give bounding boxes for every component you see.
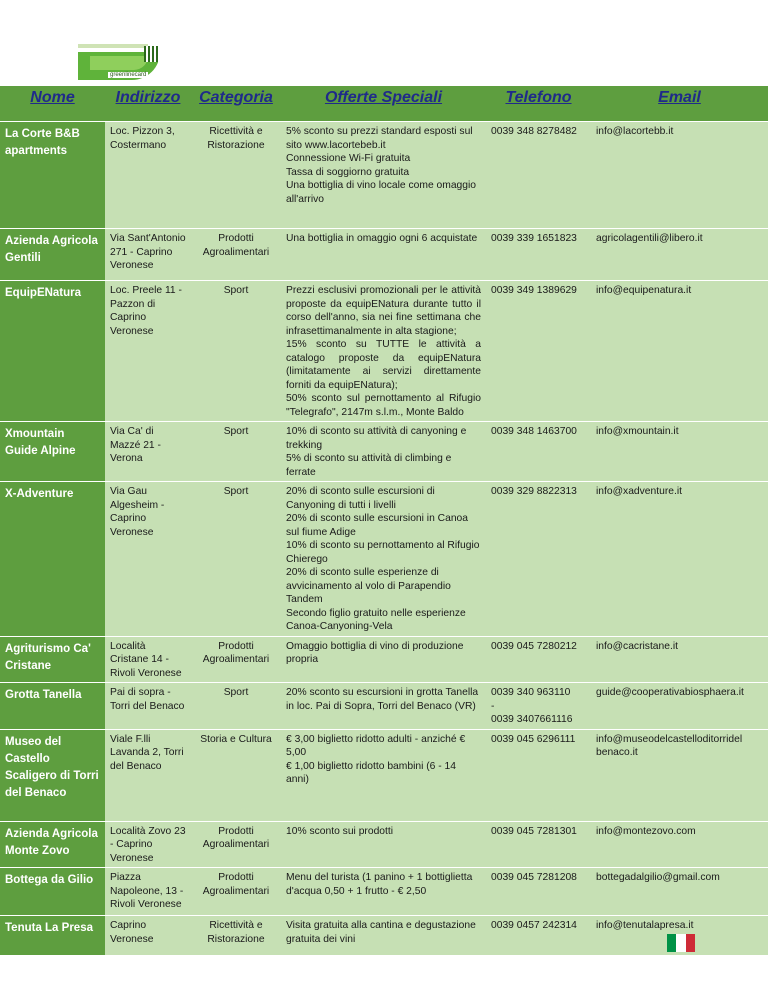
header-telefono: Telefono: [486, 86, 591, 122]
table-row: [0, 229, 768, 281]
row-category: Prodotti Agroalimentari: [191, 868, 281, 916]
row-address: Loc. Preele 11 - Pazzon di Caprino Veronese: [105, 281, 191, 422]
row-offers: € 3,00 biglietto ridotto adulti - anziché € 5,00 € 1,00 biglietto ridotto bambini (6 - 14 anni): [281, 729, 486, 821]
row-address: Via Gau Algesheim - Caprino Veronese: [105, 482, 191, 637]
row-offers: Menu del turista (1 panino + 1 bottiglietta d'acqua 0,50 + 1 frutto - € 2,50: [281, 868, 486, 916]
row-address: Località Cristane 14 - Rivoli Veronese: [105, 636, 191, 683]
row-address: Via Sant'Antonio 271 - Caprino Veronese: [105, 229, 191, 281]
row-category: Prodotti Agroalimentari: [191, 229, 281, 281]
row-phone[interactable]: 0039 349 1389629: [486, 281, 591, 422]
row-category: Storia e Cultura: [191, 729, 281, 821]
row-category: Sport: [191, 281, 281, 422]
table-row: [0, 683, 768, 730]
row-phone[interactable]: 0039 045 6296111: [486, 729, 591, 821]
flag-green: [667, 934, 676, 952]
row-address: Loc. Pizzon 3, Costermano: [105, 122, 191, 229]
row-offers: 20% sconto su escursioni in grotta Tanella in loc. Pai di Sopra, Torri del Benaco (VR): [281, 683, 486, 730]
row-name: Tenuta La Presa: [0, 916, 105, 956]
row-category: Prodotti Agroalimentari: [191, 821, 281, 868]
row-email[interactable]: info@equipenatura.it: [591, 281, 768, 422]
row-phone[interactable]: 0039 340 963110 - 0039 3407661116: [486, 683, 591, 730]
offers-table: [0, 86, 768, 956]
row-email[interactable]: info@museodelcastelloditorridel benaco.it: [591, 729, 768, 821]
row-name: X-Adventure: [0, 482, 105, 637]
row-name: Xmountain Guide Alpine: [0, 422, 105, 482]
row-email[interactable]: info@xadventure.it: [591, 482, 768, 637]
row-category: Sport: [191, 422, 281, 482]
row-email[interactable]: info@xmountain.it: [591, 422, 768, 482]
italian-flag-icon: [667, 934, 695, 952]
row-phone[interactable]: 0039 339 1651823: [486, 229, 591, 281]
row-name: Bottega da Gilio: [0, 868, 105, 916]
row-phone[interactable]: 0039 348 1463700: [486, 422, 591, 482]
row-email[interactable]: guide@cooperativabiosphaera.it: [591, 683, 768, 730]
row-category: Prodotti Agroalimentari: [191, 636, 281, 683]
header-categoria: Categoria: [191, 86, 281, 122]
row-email[interactable]: agricolagentili@libero.it: [591, 229, 768, 281]
row-email[interactable]: bottegadalgilio@gmail.com: [591, 868, 768, 916]
row-phone[interactable]: 0039 045 7280212: [486, 636, 591, 683]
row-category: Sport: [191, 683, 281, 730]
row-name: Azienda Agricola Monte Zovo: [0, 821, 105, 868]
row-phone[interactable]: 0039 348 8278482: [486, 122, 591, 229]
row-address: Caprino Veronese: [105, 916, 191, 956]
qr-code-icon: [144, 46, 160, 62]
row-address: Località Zovo 23 - Caprino Veronese: [105, 821, 191, 868]
table-row: [0, 122, 768, 229]
row-name: Azienda Agricola Gentili: [0, 229, 105, 281]
row-name: Grotta Tanella: [0, 683, 105, 730]
row-offers: 10% di sconto su attività di canyoning e trekking 5% di sconto su attività di climbing e ferrate: [281, 422, 486, 482]
row-email[interactable]: info@tenutalapresa.it: [591, 916, 768, 956]
table-row: [0, 636, 768, 683]
header-nome: Nome: [0, 86, 105, 122]
row-offers: 5% sconto su prezzi standard esposti sul sito www.lacortebeb.it Connessione Wi-Fi gratuita Tassa di soggiorno gratuita Una bottiglia di vino locale come omaggio all'arrivo: [281, 122, 486, 229]
row-address: Piazza Napoleone, 13 - Rivoli Veronese: [105, 868, 191, 916]
row-offers: Prezzi esclusivi promozionali per le attività proposte da equipENatura durante tutto il corso dell'anno, sia nei fine settimana che infrasettimanalmente in alta stagione; 15% sconto su TUTTE le attività a catalogo proposte da equipENatura (limitatamente ai servizi direttamente forniti da equipENatura); 50% sconto sul pernottamento al Rifugio "Telegrafo", 2147m s.l.m., Monte Baldo: [281, 281, 486, 422]
row-name: Agriturismo Ca' Cristane: [0, 636, 105, 683]
row-phone[interactable]: 0039 045 7281301: [486, 821, 591, 868]
row-name: Museo del Castello Scaligero di Torri del Benaco: [0, 729, 105, 821]
row-category: Ricettività e Ristorazione: [191, 916, 281, 956]
row-address: Viale F.lli Lavanda 2, Torri del Benaco: [105, 729, 191, 821]
row-offers: 20% di sconto sulle escursioni di Canyoning di tutti i livelli 20% di sconto sulle escursioni in Canoa sul fiume Adige 10% di sconto su pernottamento al Rifugio Chierego 20% di sconto sulle esperienze di avvicinamento al volo di Parapendio Tandem Secondo figlio gratuito nelle esperienze Canoa-Canyoning-Vela: [281, 482, 486, 637]
row-category: Sport: [191, 482, 281, 637]
table-row: [0, 482, 768, 637]
row-email[interactable]: info@lacortebb.it: [591, 122, 768, 229]
flag-white: [676, 934, 685, 952]
row-category: Ricettività e Ristorazione: [191, 122, 281, 229]
flag-red: [686, 934, 695, 952]
table-row: [0, 821, 768, 868]
row-name: La Corte B&B apartments: [0, 122, 105, 229]
table-row: [0, 916, 768, 956]
row-offers: Una bottiglia in omaggio ogni 6 acquistate: [281, 229, 486, 281]
row-email[interactable]: info@montezovo.com: [591, 821, 768, 868]
row-phone[interactable]: 0039 329 8822313: [486, 482, 591, 637]
header-indirizzo: Indirizzo: [105, 86, 191, 122]
table-row: [0, 868, 768, 916]
row-phone[interactable]: 0039 0457 242314: [486, 916, 591, 956]
table-row: [0, 729, 768, 821]
row-email[interactable]: info@cacristane.it: [591, 636, 768, 683]
table-row: [0, 281, 768, 422]
row-phone[interactable]: 0039 045 7281208: [486, 868, 591, 916]
row-address: Via Ca' di Mazzé 21 - Verona: [105, 422, 191, 482]
header-offerte: Offerte Speciali: [281, 86, 486, 122]
table-row: [0, 422, 768, 482]
row-name: EquipENatura: [0, 281, 105, 422]
row-address: Pai di sopra - Torri del Benaco: [105, 683, 191, 730]
row-offers: 10% sconto sui prodotti: [281, 821, 486, 868]
row-offers: Visita gratuita alla cantina e degustazione gratuita dei vini: [281, 916, 486, 956]
row-offers: Omaggio bottiglia di vino di produzione propria: [281, 636, 486, 683]
logo-text: greenlinecard: [110, 72, 147, 78]
greenlinecard-logo: [78, 42, 164, 80]
header-email: Email: [591, 86, 768, 122]
